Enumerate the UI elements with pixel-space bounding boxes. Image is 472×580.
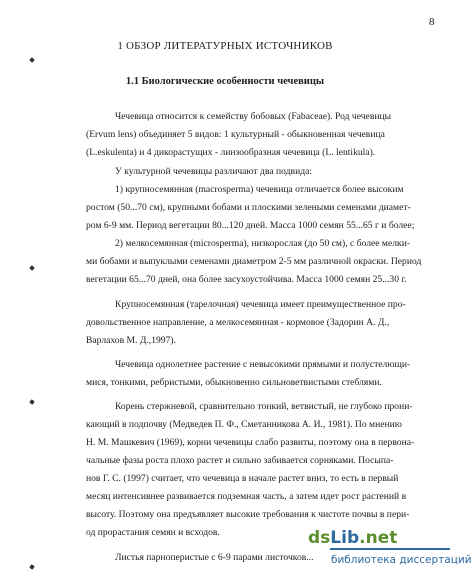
text-line: ми бобами и выпуклыми семенами диаметром 2-5 мм различной окраски. Период	[86, 256, 422, 267]
text-line: 2) мелкосемянная (microsperma), низкорослая (до 50 см), с более мелки-	[115, 238, 411, 249]
watermark-logo-part: ds	[308, 528, 331, 548]
text-line: ростом (50...70 см), крупными бобами и плоскими зелеными семенами диамет-	[86, 202, 411, 213]
watermark-logo-part: .net	[359, 528, 398, 548]
watermark-divider	[330, 548, 450, 550]
text-line: Крупносемянная (тарелочная) чечевица имеет преимущественное про-	[115, 299, 406, 310]
section-heading: 1.1 Биологические особенности чечевицы	[125, 76, 325, 87]
text-line: чальные фазы роста плохо растет и сильно забивается сорняками. Посыпа-	[86, 455, 394, 466]
text-line: (Ervum lens) объединяет 5 видов: 1 культурный - обыкновенная чечевица	[86, 129, 385, 140]
text-line: У культурной чечевицы различают два подвида:	[115, 166, 313, 177]
text-line: месяц интенсивнее развивается подземная часть, а затем идет рост растений в	[86, 491, 407, 502]
text-line: Чечевица однолетнее растение с невысокими прямыми и полустелющи-	[115, 359, 411, 370]
margin-mark	[29, 564, 35, 570]
text-line: высоту. Поэтому она предъявляет высокие требования к чистоте почвы в пери-	[86, 509, 410, 520]
text-line: Н. М. Машкевич (1969), корни чечевицы слабо развиты, поэтому она в первона-	[86, 437, 415, 448]
margin-mark	[29, 57, 35, 63]
page-number: 8	[429, 16, 435, 28]
text-line: нов Г. С. (1997) считает, что чечевица в начале растет вниз, то есть в первый	[86, 473, 399, 484]
text-line: Чечевица относится к семейству бобовых (Fabaceae). Род чечевицы	[115, 111, 392, 122]
text-line: Листья парноперистые с 6-9 парами листочков...	[115, 552, 314, 563]
text-line: мися, тонкими, ребристыми, обыкновенно сильноветвистыми стеблями.	[86, 377, 382, 388]
text-line: Варлахов М. Д.,1997).	[86, 335, 176, 346]
text-line: 1) крупносемянная (macrosperma) чечевица отличается более высоким	[115, 184, 404, 195]
text-line: вегетации 65...70 дней, она более засухоустойчива. Масса 1000 семян 25...30 г.	[86, 274, 407, 285]
watermark-logo-part: Lib	[330, 528, 360, 548]
text-line: од прорастания семян и всходов.	[86, 527, 220, 538]
watermark-logo	[308, 528, 397, 548]
text-line: Корень стержневой, сравнительно тонкий, ветвистый, не глубоко прони-	[115, 401, 413, 412]
chapter-heading: 1 ОБЗОР ЛИТЕРАТУРНЫХ ИСТОЧНИКОВ	[117, 40, 333, 52]
text-line: (L.eskulenta) и 4 дикорастущих - линзообразная чечевица (L. lentikula).	[86, 147, 376, 158]
text-line: ром 6-9 мм. Период вегетации 80...120 дней. Масса 1000 семян 55...65 г и более;	[86, 220, 415, 231]
watermark-subtitle: библиотека диссертаций	[331, 554, 472, 566]
text-line: довольственное направление, а мелкосемянная - кормовое (Задорин А. Д.,	[86, 317, 390, 328]
margin-mark	[29, 265, 35, 271]
text-line: кающий в подпочву (Медведев П. Ф., Сметанникова А. И., 1981). По мнению	[86, 419, 402, 430]
margin-mark	[29, 399, 35, 405]
